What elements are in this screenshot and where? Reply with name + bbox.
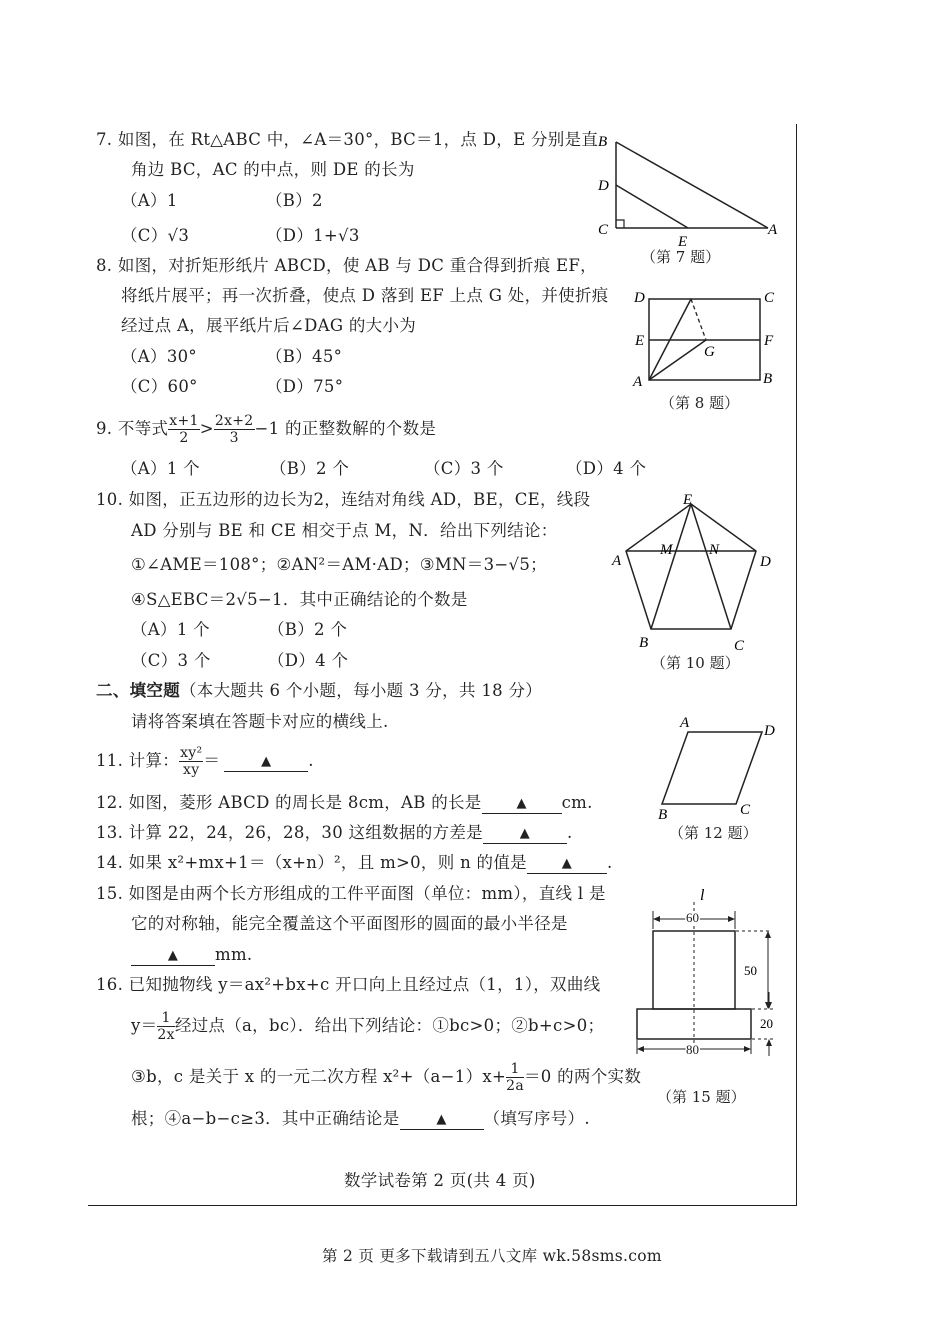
q10-label-a: A bbox=[612, 553, 622, 569]
q8-line2: 将纸片展平；再一次折叠，使点 D 落到 EF 上点 G 处，并使折痕 bbox=[121, 286, 609, 305]
q8-option-a: （A）30° bbox=[121, 347, 197, 366]
q10-option-b: （B）2 个 bbox=[268, 620, 348, 639]
q11-answer-blank[interactable]: ▲ bbox=[224, 751, 308, 772]
q7-label-c: C bbox=[598, 222, 609, 238]
q7-option-d: （D）1+√3 bbox=[266, 226, 360, 245]
q7-option-b: （B）2 bbox=[266, 191, 323, 210]
q7-caption: （第 7 题） bbox=[641, 248, 721, 266]
q16-line4-suffix: （填写序号）. bbox=[483, 1109, 590, 1128]
q15-label-20: 20 bbox=[760, 1016, 773, 1031]
q8-option-d: （D）75° bbox=[266, 377, 344, 396]
q8-line3: 经过点 A，展平纸片后∠DAG 的大小为 bbox=[121, 316, 417, 335]
q16-line2-numerator: 1 bbox=[157, 1010, 174, 1027]
q10-line1: 10. 如图，正五边形的边长为2，连结对角线 AD，BE，CE，线段 bbox=[96, 490, 591, 509]
q8-caption: （第 8 题） bbox=[660, 394, 740, 412]
q16-line4 bbox=[131, 1108, 590, 1130]
section-2-title: 二、填空题 bbox=[96, 681, 180, 700]
q7-label-a: A bbox=[768, 222, 778, 238]
q7-label-e: E bbox=[678, 234, 688, 250]
q12-prefix: 12. 如图，菱形 ABCD 的周长是 8cm，AB 的长是 bbox=[96, 793, 482, 812]
q15-label-60: 60 bbox=[686, 910, 699, 925]
q10-option-a: （A）1 个 bbox=[131, 620, 210, 639]
q8-line1: 8. 如图，对折矩形纸片 ABCD，使 AB 与 DC 重合得到折痕 EF， bbox=[96, 256, 597, 275]
q9-option-c: （C）3 个 bbox=[424, 459, 504, 478]
question-12 bbox=[96, 792, 593, 814]
q10-label-c: C bbox=[734, 638, 745, 654]
page-footer: 数学试卷第 2 页(共 4 页) bbox=[344, 1171, 536, 1190]
q12-answer-blank[interactable]: ▲ bbox=[482, 793, 562, 814]
q14-answer-blank[interactable]: ▲ bbox=[527, 853, 607, 874]
q13-prefix: 13. 计算 22，24，26，28，30 这组数据的方差是 bbox=[96, 823, 483, 842]
q9-option-b: （B）2 个 bbox=[270, 459, 350, 478]
q11-numerator: xy² bbox=[180, 744, 203, 761]
q11-end: . bbox=[308, 751, 314, 770]
q8-label-c: C bbox=[764, 290, 775, 306]
q16-line3-fraction bbox=[506, 1061, 524, 1094]
q15-label-80: 80 bbox=[686, 1042, 699, 1057]
q11-fraction bbox=[179, 745, 203, 778]
q16-line2-fraction bbox=[157, 1010, 174, 1043]
q7-label-d: D bbox=[598, 178, 609, 194]
q16-line1: 16. 已知抛物线 y＝ax²+bx+c 开口向上且经过点（1，1），双曲线 bbox=[96, 975, 601, 994]
q16-line3-denominator: 2a bbox=[506, 1077, 524, 1094]
q16-line2-suffix: 经过点（a，bc）．给出下列结论：①bc>0；②b+c>0； bbox=[174, 1016, 605, 1035]
question-11 bbox=[96, 741, 314, 781]
q9-greater-than: > bbox=[199, 419, 214, 438]
q9-prefix: 9. 不等式 bbox=[96, 419, 169, 438]
q10-line4: ④S△EBC＝2√5−1．其中正确结论的个数是 bbox=[131, 590, 468, 609]
q15-caption: （第 15 题） bbox=[657, 1088, 746, 1106]
q12-caption: （第 12 题） bbox=[669, 824, 758, 842]
q9-frac2-numerator: 2x+2 bbox=[214, 412, 254, 429]
q12-label-d: D bbox=[764, 723, 775, 739]
q16-line3-prefix: ③b，c 是关于 x 的一元二次方程 x²+（a−1）x+ bbox=[131, 1067, 507, 1086]
section-2-heading bbox=[96, 680, 542, 702]
q16-answer-blank[interactable]: ▲ bbox=[400, 1109, 484, 1130]
q16-line4-prefix: 根；④a−b−c≥3．其中正确结论是 bbox=[131, 1109, 400, 1128]
q9-frac1-numerator: x+1 bbox=[169, 412, 199, 429]
q12-label-c: C bbox=[740, 802, 751, 818]
q7-option-a: （A）1 bbox=[121, 191, 178, 210]
q9-fraction-1 bbox=[168, 413, 199, 446]
q13-answer-blank[interactable]: ▲ bbox=[483, 823, 567, 844]
q10-label-b: B bbox=[639, 635, 649, 651]
q9-fraction-2 bbox=[214, 413, 255, 446]
q8-label-g: G bbox=[704, 344, 715, 360]
q16-line3-suffix: ＝0 的两个实数 bbox=[523, 1067, 642, 1086]
bottom-footer: 第 2 页 更多下载请到五八文库 wk.58sms.com bbox=[322, 1247, 662, 1265]
q15-label-50: 50 bbox=[744, 963, 757, 978]
q11-equals: ＝ bbox=[203, 751, 221, 770]
q8-option-c: （C）60° bbox=[121, 377, 198, 396]
q12-label-a: A bbox=[680, 715, 690, 731]
q8-label-b: B bbox=[763, 371, 773, 387]
q14-prefix: 14. 如果 x²+mx+1＝（x+n）²，且 m>0，则 n 的值是 bbox=[96, 853, 527, 872]
right-border-line bbox=[796, 124, 797, 1206]
q10-option-c: （C）3 个 bbox=[131, 651, 211, 670]
q7-line1: 7. 如图，在 Rt△ABC 中，∠A＝30°，BC＝1，点 D，E 分别是直 bbox=[96, 130, 599, 149]
q13-end: . bbox=[566, 823, 573, 842]
q12-label-b: B bbox=[658, 807, 668, 822]
q10-figure bbox=[608, 490, 780, 654]
q8-label-e: E bbox=[635, 333, 645, 349]
q10-caption: （第 10 题） bbox=[651, 654, 740, 672]
q15-label-l: l bbox=[700, 887, 705, 904]
q16-line2-denominator: 2x bbox=[157, 1026, 175, 1043]
q8-label-d: D bbox=[634, 290, 645, 306]
q12-suffix: cm. bbox=[561, 793, 593, 812]
q9-frac2-denominator: 3 bbox=[229, 429, 239, 446]
question-14 bbox=[96, 852, 613, 874]
q10-line3: ①∠AME＝108°；②AN²＝AM·AD；③MN＝3−√5； bbox=[131, 555, 547, 574]
q9-option-d: （D）4 个 bbox=[566, 459, 647, 478]
q10-option-d: （D）4 个 bbox=[268, 651, 349, 670]
section-2-instruction: 请将答案填在答题卡对应的横线上. bbox=[131, 712, 389, 731]
q16-line2-prefix: y＝ bbox=[131, 1016, 158, 1035]
q10-label-n: N bbox=[709, 542, 720, 558]
q7-option-c: （C）√3 bbox=[121, 226, 190, 245]
q15-suffix: mm. bbox=[215, 945, 253, 964]
q8-option-b: （B）45° bbox=[266, 347, 343, 366]
q8-label-a: A bbox=[633, 374, 643, 390]
q10-label-m: M bbox=[660, 542, 673, 558]
question-13 bbox=[96, 822, 573, 844]
q9-option-a: （A）1 个 bbox=[121, 459, 200, 478]
q15-line2: 它的对称轴，能完全覆盖这个平面图形的圆面的最小半径是 bbox=[131, 914, 568, 933]
q14-end: . bbox=[606, 853, 613, 872]
q8-label-f: F bbox=[764, 333, 774, 349]
q15-answer-blank[interactable]: ▲ bbox=[131, 945, 215, 966]
q10-label-d: D bbox=[760, 554, 771, 570]
q12-figure bbox=[652, 710, 784, 822]
q7-line2: 角边 BC，AC 的中点，则 DE 的长为 bbox=[131, 160, 415, 179]
q9-frac1-denominator: 2 bbox=[179, 429, 189, 446]
q10-line2: AD 分别与 BE 和 CE 相交于点 M，N．给出下列结论： bbox=[131, 521, 558, 540]
bottom-border-line bbox=[88, 1205, 797, 1206]
q16-line3 bbox=[131, 1056, 641, 1098]
q11-prefix: 11. 计算： bbox=[96, 751, 180, 770]
q16-line3-numerator: 1 bbox=[506, 1061, 524, 1078]
q9-line1 bbox=[96, 409, 436, 449]
q8-figure bbox=[628, 283, 788, 393]
q16-line2 bbox=[131, 1005, 604, 1047]
section-2-note: （本大题共 6 个小题，每小题 3 分，共 18 分） bbox=[180, 681, 543, 700]
q15-figure bbox=[626, 884, 796, 1084]
q9-suffix: −1 的正整数解的个数是 bbox=[254, 419, 437, 438]
q15-line1: 15. 如图是由两个长方形组成的工件平面图（单位：mm），直线 l 是 bbox=[96, 884, 606, 903]
q15-line3 bbox=[131, 944, 252, 966]
q11-denominator: xy bbox=[183, 761, 200, 778]
q7-label-b: B bbox=[598, 134, 608, 150]
q10-label-e: E bbox=[683, 492, 693, 508]
